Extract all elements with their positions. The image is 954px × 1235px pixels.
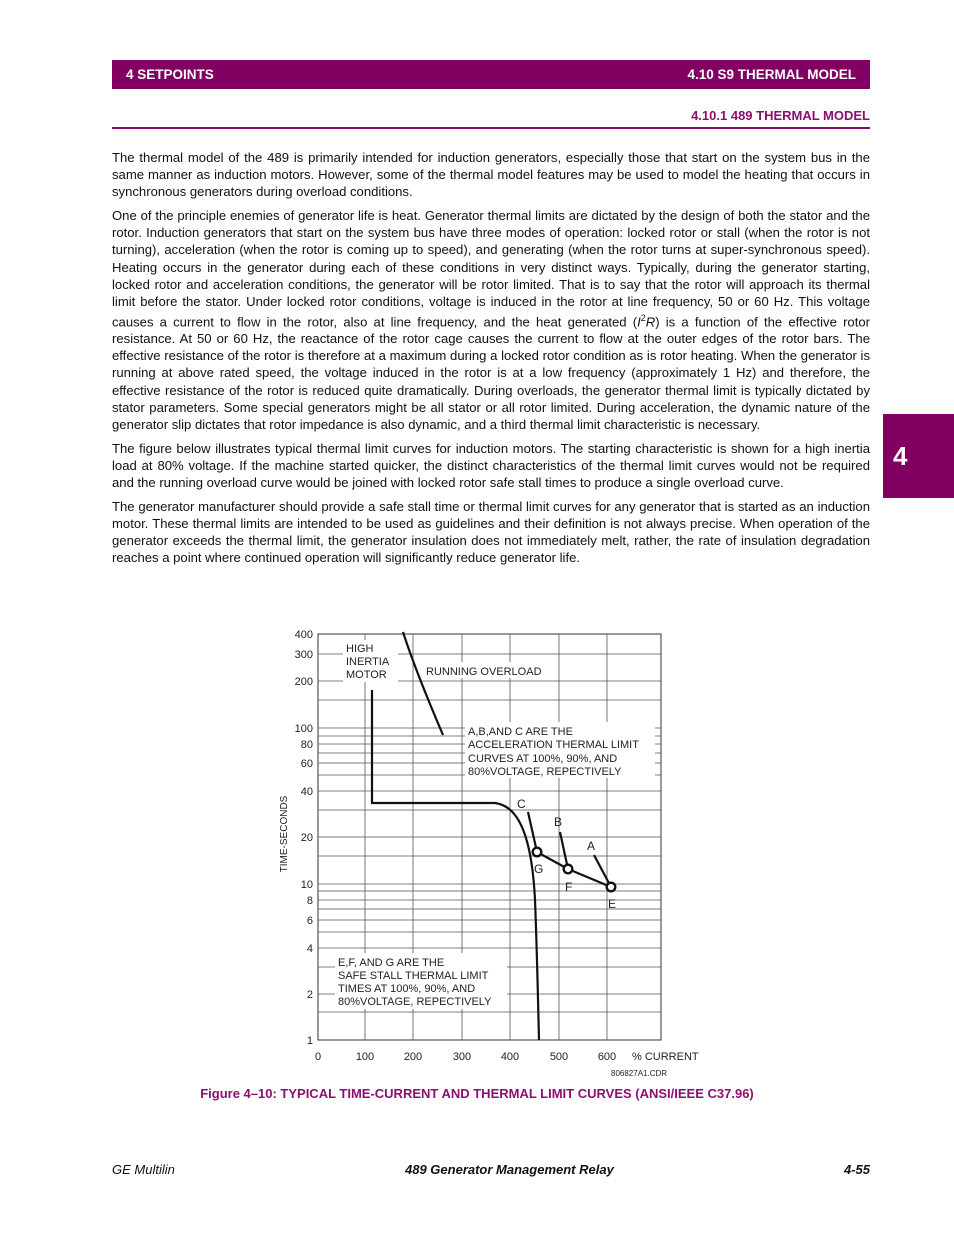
chapter-tab: 4	[883, 414, 954, 498]
footer-product: 489 Generator Management Relay	[405, 1162, 614, 1177]
paragraph-2: One of the principle enemies of generator life is heat. Generator thermal limits are dictated by the design of both the stator and the rotor. Induction generators that start on the system bus have three modes of operation: locked rotor or stall (when the rotor is not turning), acceleration (when the rotor is coming up to speed), and generating (when the rotor turns at super-synchronous speed). Heating occurs in the generator during each of these conditions in very distinct ways. Typically, during the generator starting, locked rotor and acceleration conditions, the generator will be rotor limited. That is to say that the rotor will approach its thermal limit before the stator. Under locked rotor conditions, voltage is induced in the rotor at line frequency, 50 or 60 Hz. This voltage causes a current to flow in the rotor, also at line frequency, and the heat generated $(I^2R)$ is a function of the effective rotor resistance. At 50 or 60 Hz, the reactance of the rotor cage causes the current to flow at the outer edges of the rotor bars. The effective resistance of the rotor is therefore at a maximum during a locked rotor condition as is rotor heating. When the generator is running at above rated speed, the voltage induced in the rotor is at a low frequency (approximately 1 Hz) and therefore, the effective resistance of the rotor is reduced quite dramatically. During overloads, the generator thermal limit is typically dictated by stator parameters. Some special generators might be all stator or all rotor limited. During acceleration, the dynamic nature of the generator slip dictates that rotor impedance is also dynamic, and a third thermal limit characteristic is necessary.	[112, 208, 870, 432]
y-tick-200: 200	[294, 676, 313, 688]
header-section: 4 SETPOINTS	[126, 67, 214, 82]
y-tick-6: 6	[306, 915, 313, 927]
subsection-title: 4.10.1 489 THERMAL MODEL	[691, 108, 870, 123]
label-accel-line-3: CURVES AT 100%, 90%, AND	[468, 753, 618, 765]
y-tick-4: 4	[306, 943, 313, 955]
paragraph-1: The thermal model of the 489 is primarily intended for induction generators, especially those that start on the system bus in the same manner as induction motors. However, some of the thermal model features may be used to model the heating that occurs in synchronous generators during overload conditions.	[112, 150, 870, 200]
x-tick-labels	[315, 1051, 616, 1063]
label-stall-line-3: TIMES AT 100%, 90%, AND	[338, 983, 476, 995]
x-tick-400: 400	[500, 1051, 520, 1063]
label-stall-line-4: 80%VOLTAGE, REPECTIVELY	[338, 996, 492, 1008]
letter-a: A	[587, 839, 596, 853]
letter-b: B	[554, 815, 563, 829]
label-stall-line-2: SAFE STALL THERMAL LIMIT	[338, 970, 489, 982]
x-axis-unit: % CURRENT	[632, 1051, 699, 1063]
figure-code: 806827A1.CDR	[611, 1069, 668, 1078]
y-tick-80: 80	[300, 739, 313, 751]
point-e	[607, 883, 616, 892]
label-motor-line-1: HIGH	[346, 643, 374, 655]
label-accel-line-4: 80%VOLTAGE, REPECTIVELY	[468, 766, 622, 778]
y-tick-10: 10	[300, 879, 313, 891]
label-motor-line-3: MOTOR	[346, 669, 387, 681]
y-tick-300: 300	[294, 649, 313, 661]
label-accel-line-2: ACCELERATION THERMAL LIMIT	[468, 739, 639, 751]
point-g	[533, 848, 542, 857]
label-accel-line-1: A,B,AND C ARE THE	[468, 726, 573, 738]
point-f	[564, 865, 573, 874]
x-tick-300: 300	[452, 1051, 472, 1063]
letter-g: G	[534, 862, 544, 876]
curve-b	[560, 832, 568, 869]
paragraph-3: The figure below illustrates typical thermal limit curves for induction motors. The starting characteristic is shown for a high inertia load at 80% voltage. If the machine started quicker, the distinct characteristics of the thermal limit curves would not be required and the running overload curve would be joined with locked rotor safe stall times to produce a single overload curve.	[112, 440, 870, 491]
page-footer	[112, 1162, 870, 1177]
footer-page-number: 4-55	[843, 1162, 870, 1177]
footer-company: GE Multilin	[112, 1162, 175, 1177]
figure-caption: Figure 4–10: TYPICAL TIME-CURRENT AND THERMAL LIMIT CURVES (ANSI/IEEE C37.96)	[200, 1086, 754, 1101]
y-tick-labels	[295, 629, 313, 1047]
letter-e: E	[608, 897, 617, 911]
curve-c	[528, 812, 537, 852]
x-tick-600: 600	[597, 1051, 617, 1063]
y-tick-8: 8	[306, 895, 313, 907]
label-running-overload: RUNNING OVERLOAD	[426, 666, 542, 678]
letter-f: F	[565, 880, 573, 894]
y-tick-40: 40	[300, 786, 313, 798]
y-tick-1: 1	[306, 1035, 313, 1047]
y-tick-60: 60	[300, 758, 313, 770]
y-tick-400: 400	[294, 629, 313, 641]
y-axis-label: TIME-SECONDS	[279, 795, 290, 873]
header-subsection: 4.10 S9 THERMAL MODEL	[687, 67, 856, 82]
y-tick-20: 20	[300, 832, 313, 844]
point-letters	[517, 797, 616, 911]
paragraph-4: The generator manufacturer should provide a safe stall time or thermal limit curves for any generator that is started as an induction motor. These thermal limits are intended to be used as guidelines and their definition is not always precise. When operation of the generator exceeds the thermal limit, the generator insulation does not immediately melt, rather, the rate of insulation degradation reaches a point where continued operation will significantly reduce generator life.	[112, 499, 870, 566]
x-tick-100: 100	[355, 1051, 375, 1063]
x-tick-500: 500	[549, 1051, 569, 1063]
y-tick-2: 2	[306, 989, 313, 1001]
x-tick-200: 200	[403, 1051, 423, 1063]
letter-c: C	[517, 797, 526, 811]
label-stall-line-1: E,F, AND G ARE THE	[338, 957, 445, 969]
running-overload-curve	[403, 632, 443, 735]
x-tick-0: 0	[314, 1051, 322, 1063]
y-tick-100: 100	[294, 723, 313, 735]
label-motor-line-2: INERTIA	[346, 656, 390, 668]
